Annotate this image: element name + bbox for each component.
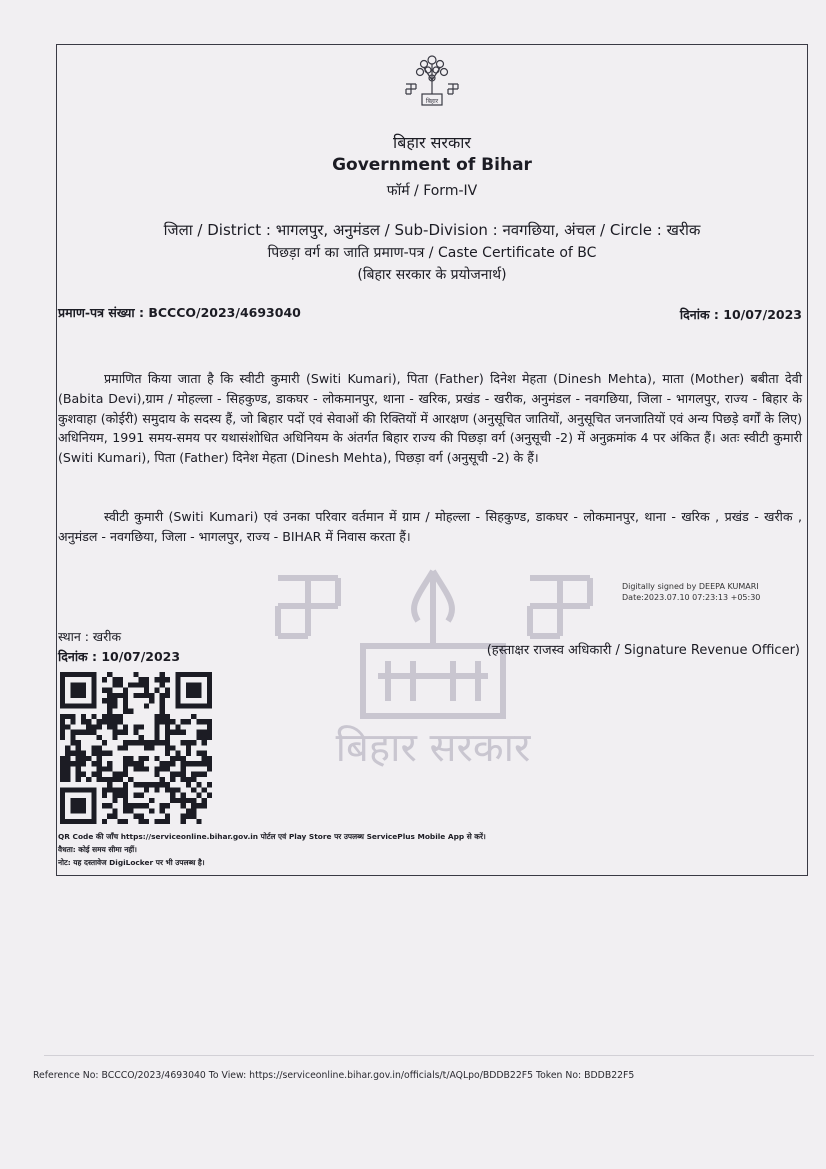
certificate-paragraph-1: प्रमाणित किया जाता है कि स्वीटी कुमारी (Switi Kumari), पिता (Father) दिनेश मेहता (Dinesh Mehta), माता (Mother) बबीता देवी (Babita Devi),ग्राम / मोहल्ला - सिहकुण्ड, डाकघर - लोकमानपुर, थाना - खरिक, प्रखंड - खरीक, अनुमंडल - नवगछिया, जिला - भागलपुर, राज्य - बिहार के कुशवाहा (कोईरी) समुदाय के सदस्य हैं, जो बिहार पदों एवं सेवाओं की रिक्तियों में आरक्षण (अनुसूचित जातियों, अनुसूचित जनजातियों एवं अन्य पिछड़े वर्गों के लिए) अधिनियम, 1991 समय-समय पर यथासंशोधित अधिनियम के अंतर्गत बिहार राज्य की पिछड़ा वर्ग (अनुसूची -2) में अनुक्रमांक 4 पर अंकित हैं। अतः स्वीटी कुमारी (Switi Kumari), पिता (Father) दिनेश मेहता (Dinesh Mehta), पिछड़ा वर्ग (अनुसूची -2) के हैं। [58,371,802,466]
district-line: जिला / District : भागलपुर, अनुमंडल / Sub-Division : नवगछिया, अंचल / Circle : खरीक [163,221,701,239]
watermark-text: बिहार सरकार [335,725,531,771]
validity-note: वैधता: कोई समय सीमा नहीं। [58,845,137,854]
reference-footer: Reference No: BCCCO/2023/4693040 To View: https://serviceonline.bihar.gov.in/officials/t/AQLpo/BDDB22F5 Token No: BDDB22F5 [33,1070,635,1081]
place-label: स्थान : खरीक [58,629,122,644]
bihar-emblem-logo [400,50,464,108]
government-title: Government of Bihar [332,155,532,175]
qr-verification-note: QR Code की जाँच https://serviceonline.bihar.gov.in पोर्टल एवं Play Store पर उपलब्ध ServicePlus Mobile App से करें। [58,832,486,841]
hindi-government-title: बिहार सरकार [393,133,471,152]
certificate-number: प्रमाण-पत्र संख्या : BCCCO/2023/4693040 [58,305,301,320]
certificate-purpose: (बिहार सरकार के प्रयोजनार्थ) [357,267,507,283]
signatory-label: (हस्ताक्षर राजस्व अधिकारी / Signature Revenue Officer) [486,643,800,658]
digital-signature-signer: Digitally signed by DEEPA KUMARI [622,582,759,591]
emblem-text: बिहार [425,98,439,105]
qr-code[interactable] [60,672,212,824]
form-number: फॉर्म / Form-IV [386,183,478,199]
certificate-type: पिछड़ा वर्ग का जाति प्रमाण-पत्र / Caste Certificate of BC [267,245,597,261]
digital-signature-date: Date:2023.07.10 07:23:13 +05:30 [622,593,761,602]
certificate-body [58,369,802,468]
certificate-paragraph-2: स्वीटी कुमारी (Switi Kumari) एवं उनका परिवार वर्तमान में ग्राम / मोहल्ला - सिहकुण्ड, डाकघर - लोकमानपुर, थाना - खरिक , प्रखंड - खरीक , अनुमंडल - नवगछिया, जिला - भागलपुर, राज्य - BIHAR में निवास करता हैं। [58,509,802,544]
certificate-date: दिनांक : 10/07/2023 [679,307,802,322]
residence-statement [58,507,802,547]
footer-divider [44,1055,814,1056]
digital-signature [622,581,760,603]
bihar-emblem-watermark [268,566,598,776]
digilocker-note: नोट: यह दस्तावेज DigiLocker पर भी उपलब्ध है। [58,858,205,867]
issue-date: दिनांक : 10/07/2023 [58,649,181,664]
